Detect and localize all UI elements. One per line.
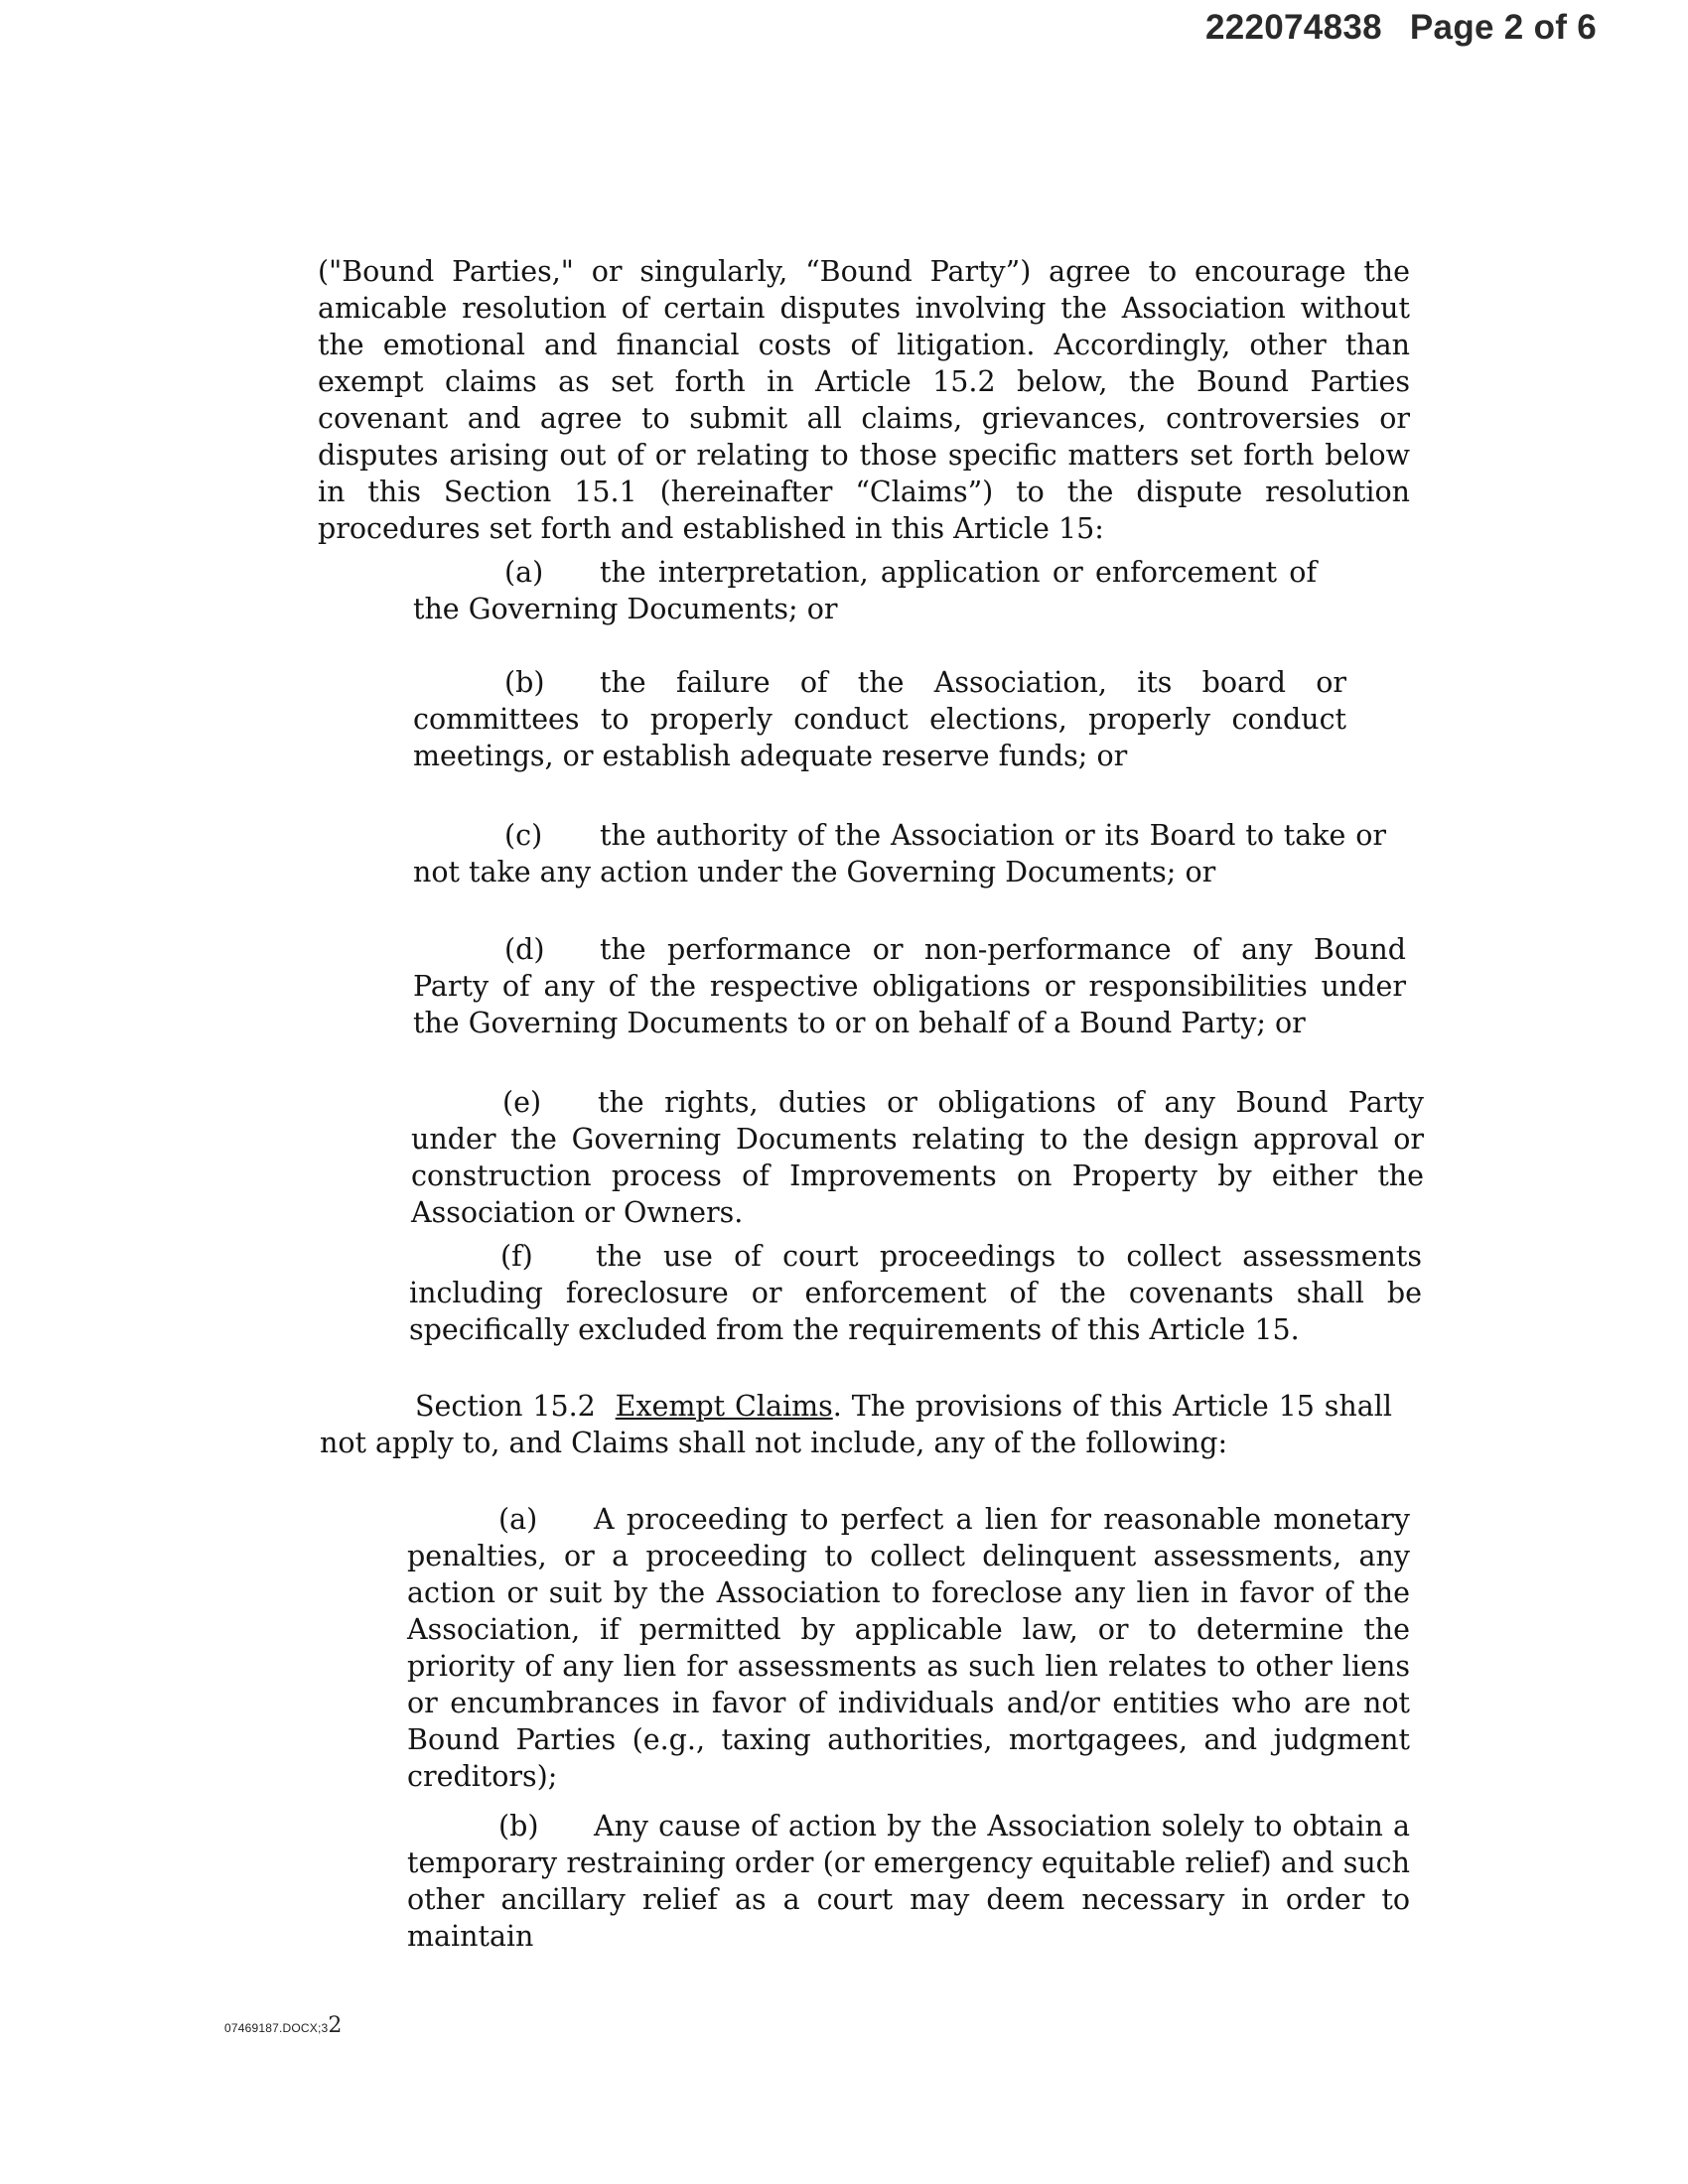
opening-paragraph: ("Bound Parties," or singularly, “Bound Party”) agree to encourage the amicable resolution of certain disputes involving the Association without the emotional and financial costs of litigation. Accordingly, other than exempt claims as set forth in Article 15.2 below, the Bound Parties covenant and agree to submit all claims, grievances, controversies or disputes arising out of or relating to those specific matters set forth below in this Section 15.1 (hereinafter “Claims”) to the dispute resolution procedures set forth and established in this Article 15:	[318, 255, 1410, 545]
item-label: (e)	[502, 1086, 542, 1119]
item-label: (a)	[504, 556, 544, 589]
list-item-15-1-c	[413, 817, 1386, 890]
list-item-15-1-d	[413, 931, 1406, 1041]
item-text: the rights, duties or obligations of any Bound Party under the Governing Documents relating to the design approval or construction process of Improvements on Property by either the Association or Owners.	[411, 1086, 1424, 1229]
list-item-15-1-e	[411, 1084, 1424, 1231]
item-text: the performance or non-performance of any Bound Party of any of the respective obligations or responsibilities under the Governing Documents to or on behalf of a Bound Party; or	[413, 933, 1406, 1039]
item-label: (c)	[504, 819, 543, 852]
section-15-2-paragraph	[320, 1388, 1392, 1461]
list-item-15-1-f	[409, 1238, 1422, 1348]
item-label: (b)	[498, 1810, 539, 1843]
item-label: (a)	[498, 1503, 538, 1536]
item-text: the use of court proceedings to collect assessments including foreclosure or enforcement of the covenants shall be specifically excluded from the requirements of this Article 15.	[409, 1240, 1422, 1346]
item-text: Any cause of action by the Association solely to obtain a temporary restraining order (or emergency equitable relief) and such other ancillary relief as a court may deem necessary in order to maintain	[407, 1810, 1410, 1953]
footer-page-number: 2	[328, 2013, 343, 2038]
item-text: the failure of the Association, its board or committees to properly conduct elections, properly conduct meetings, or establish adequate reserve funds; or	[413, 666, 1346, 772]
section-text: . The provisions of this Article 15 shall not apply to, and Claims shall not include, any of the following:	[320, 1390, 1392, 1459]
page-footer	[224, 2013, 343, 2038]
item-text: the interpretation, application or enforcement of the Governing Documents; or	[413, 556, 1317, 625]
list-item-15-1-b	[413, 664, 1346, 774]
list-item-15-2-b	[407, 1808, 1410, 1955]
item-label: (f)	[500, 1240, 533, 1273]
list-item-15-1-a	[413, 554, 1317, 627]
section-heading: Exempt Claims	[615, 1390, 833, 1423]
item-text: A proceeding to perfect a lien for reasonable monetary penalties, or a proceeding to collect delinquent assessments, any action or suit by the Association to foreclose any lien in favor of the Association, if permitted by applicable law, or to determine the priority of any lien for assessments as such lien relates to other liens or encumbrances in favor of individuals and/or entities who are not Bound Parties (e.g., taxing authorities, mortgagees, and judgment creditors);	[407, 1503, 1410, 1793]
page-header	[1205, 8, 1597, 48]
footer-document-id: 07469187.DOCX;3	[224, 2021, 329, 2035]
item-label: (d)	[504, 933, 545, 966]
section-number: Section 15.2	[415, 1390, 596, 1423]
document-number: 222074838	[1204, 8, 1382, 47]
list-item-15-2-a	[407, 1501, 1410, 1795]
item-text: the authority of the Association or its Board to take or not take any action under the Governing Documents; or	[413, 819, 1386, 888]
page-indicator: Page 2 of 6	[1409, 8, 1597, 47]
item-label: (b)	[504, 666, 545, 699]
